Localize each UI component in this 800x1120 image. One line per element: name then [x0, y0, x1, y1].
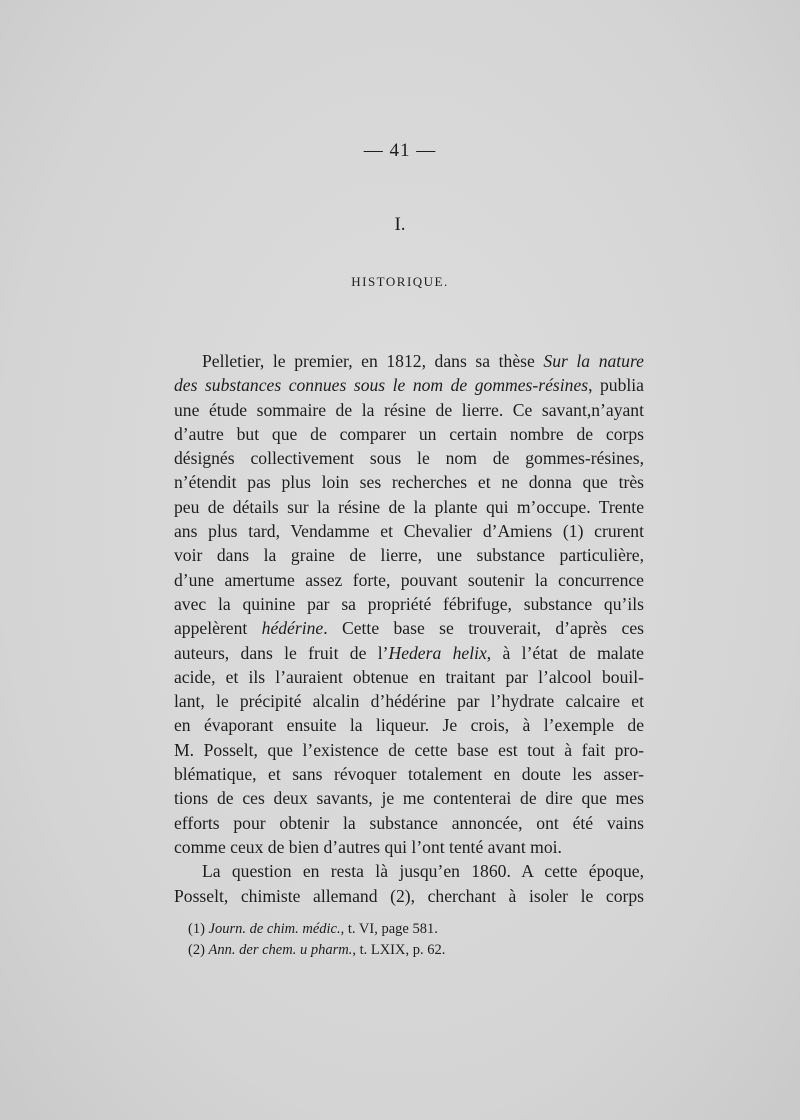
- text-line: lant, le précipité alcalin d’hédérine par l’hydrate calcaire et: [174, 691, 644, 712]
- text-line: M. Posselt, que l’existence de cette base est tout à fait pro-: [174, 739, 644, 760]
- text-line: d’autre but que de comparer un certain nombre de corps: [174, 423, 644, 444]
- text-line: désignés collectivement sous le nom de gommes-résines,: [174, 448, 644, 469]
- text-line: d’une amertume assez forte, pouvant soutenir la concurrence: [174, 569, 644, 590]
- text-line: La question en resta là jusqu’en 1860. A cette époque,: [202, 861, 644, 882]
- text-line: appelèrent hédérine. Cette base se trouverait, d’après ces: [174, 618, 644, 639]
- text-line: en évaporant ensuite la liqueur. Je crois, à l’exemple de: [174, 715, 644, 736]
- body-text: [174, 349, 644, 908]
- text-line: peu de détails sur la résine de la plante qui m’occupe. Trente: [174, 496, 644, 517]
- italic-text: Journ. de chim. médic.: [208, 921, 341, 937]
- footnote: (1) Journ. de chim. médic., t. VI, page 581.: [188, 921, 438, 937]
- section-number: I.: [394, 214, 406, 235]
- italic-text: Sur la nature: [543, 351, 644, 371]
- text-line: ans plus tard, Vendamme et Chevalier d’Amiens (1) crurent: [174, 521, 644, 542]
- text-line: auteurs, dans le fruit de l’Hedera helix, à l’état de malate: [174, 642, 644, 663]
- footnote: (2) Ann. der chem. u pharm., t. LXIX, p. 62.: [188, 942, 446, 958]
- text-line: avec la quinine par sa propriété fébrifuge, substance qu’ils: [174, 593, 644, 614]
- text-line: acide, et ils l’auraient obtenue en traitant par l’alcool bouil-: [174, 666, 644, 687]
- page-number: — 41 —: [363, 140, 437, 161]
- italic-text: des substances connues sous le nom de gommes-résines: [174, 375, 589, 396]
- text-line: efforts pour obtenir la substance annoncée, ont été vains: [174, 812, 644, 833]
- text-line: comme ceux de bien d’autres qui l’ont tenté avant moi.: [174, 836, 562, 857]
- footnotes: [188, 919, 644, 961]
- text-line: des substances connues sous le nom de gommes-résines, publia: [174, 375, 644, 396]
- text-line: blématique, et sans révoquer totalement en doute les asser-: [174, 764, 644, 785]
- text-line: une étude sommaire de la résine de lierre. Ce savant,n’ayant: [174, 399, 644, 420]
- text-line: voir dans la graine de lierre, une substance particulière,: [174, 545, 644, 566]
- section-title: HISTORIQUE.: [351, 274, 449, 289]
- text-line: Pelletier, le premier, en 1812, dans sa thèse Sur la nature: [202, 351, 644, 371]
- text-line: Posselt, chimiste allemand (2), cherchant à isoler le corps: [174, 885, 644, 906]
- italic-text: Hedera helix: [388, 642, 487, 663]
- text-line: n’étendit pas plus loin ses recherches et ne donna que très: [174, 472, 644, 493]
- italic-text: hédérine: [261, 618, 324, 639]
- italic-text: Ann. der chem. u pharm.: [208, 942, 353, 958]
- text-line: tions de ces deux savants, je me contenterai de dire que mes: [174, 788, 644, 809]
